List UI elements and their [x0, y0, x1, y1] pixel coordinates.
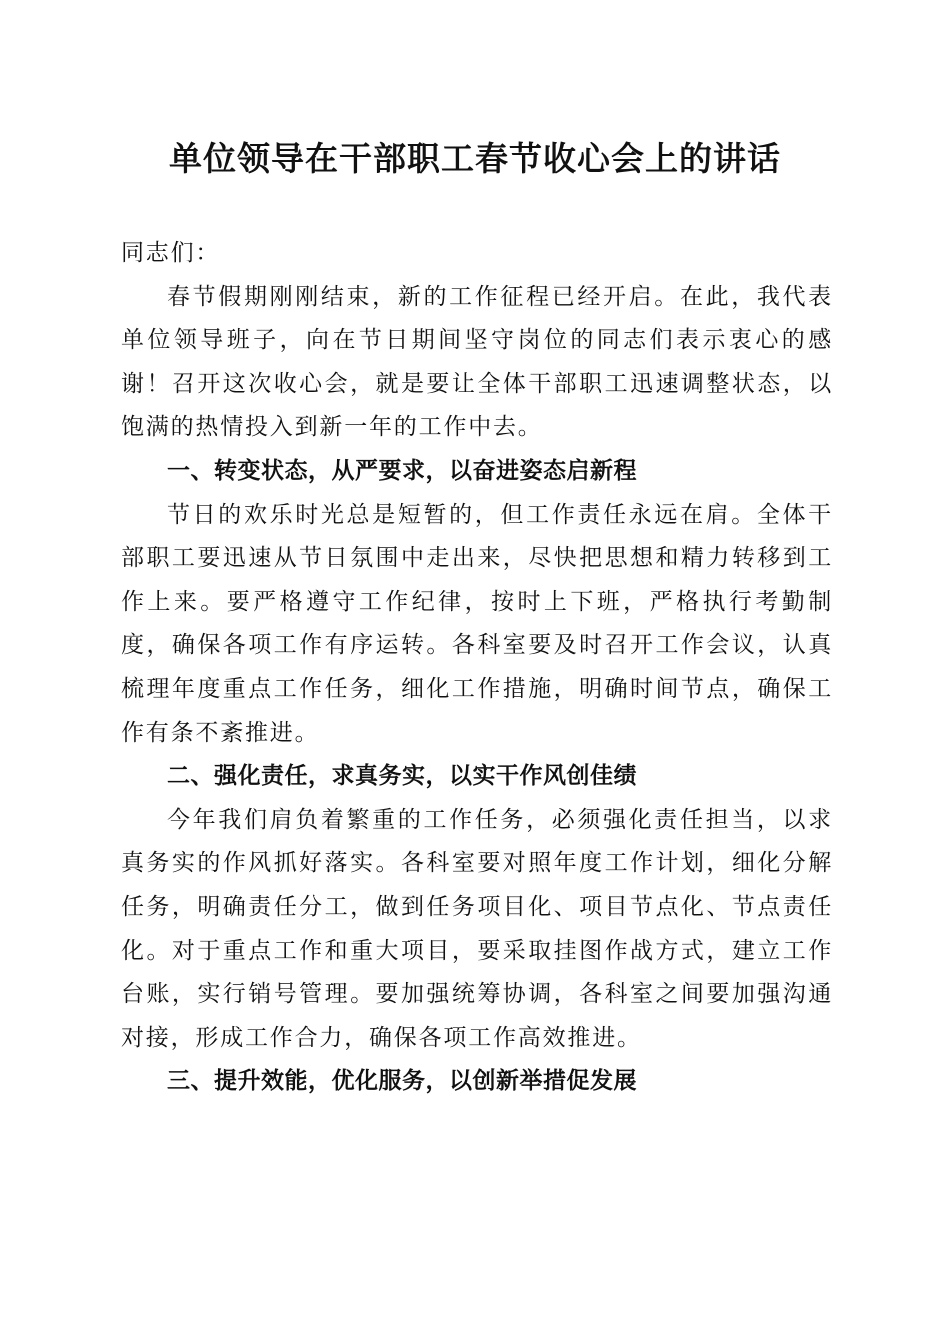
section-paragraph-1: 节日的欢乐时光总是短暂的，但工作责任永远在肩。全体干部职工要迅速从节日氛围中走出来，尽快把思想和精力转移到工作上来。要严格遵守工作纪律，按时上下班，严格执行考勤制度，确保各项工作有序运转。各科室要及时召开工作会议，认真梳理年度重点工作任务，细化工作措施，明确时间节点，确保工作有条不紊推进。	[121, 501, 833, 746]
salutation: 同志们：	[121, 240, 221, 266]
section-heading-3: 三、提升效能，优化服务，以创新举措促发展	[167, 1068, 637, 1095]
section-heading-1: 一、转变状态，从严要求，以奋进姿态启新程	[167, 457, 637, 484]
intro-paragraph: 春节假期刚刚结束，新的工作征程已经开启。在此，我代表单位领导班子，向在节日期间坚守岗位的同志们表示衷心的感谢！召开这次收心会，就是要让全体干部职工迅速调整状态，以饱满的热情投入到新一年的工作中去。	[121, 283, 833, 441]
section-heading-2: 二、强化责任，求真务实，以实干作风创佳绩	[167, 763, 637, 790]
document-body	[121, 232, 833, 1104]
page-title: 单位领导在干部职工春节收心会上的讲话	[169, 139, 781, 178]
section-paragraph-2: 今年我们肩负着繁重的工作任务，必须强化责任担当，以求真务实的作风抓好落实。各科室要对照年度工作计划，细化分解任务，明确责任分工，做到任务项目化、项目节点化、节点责任化。对于重点工作和重大项目，要采取挂图作战方式，建立工作台账，实行销号管理。要加强统筹协调，各科室之间要加强沟通对接，形成工作合力，确保各项工作高效推进。	[121, 806, 833, 1051]
